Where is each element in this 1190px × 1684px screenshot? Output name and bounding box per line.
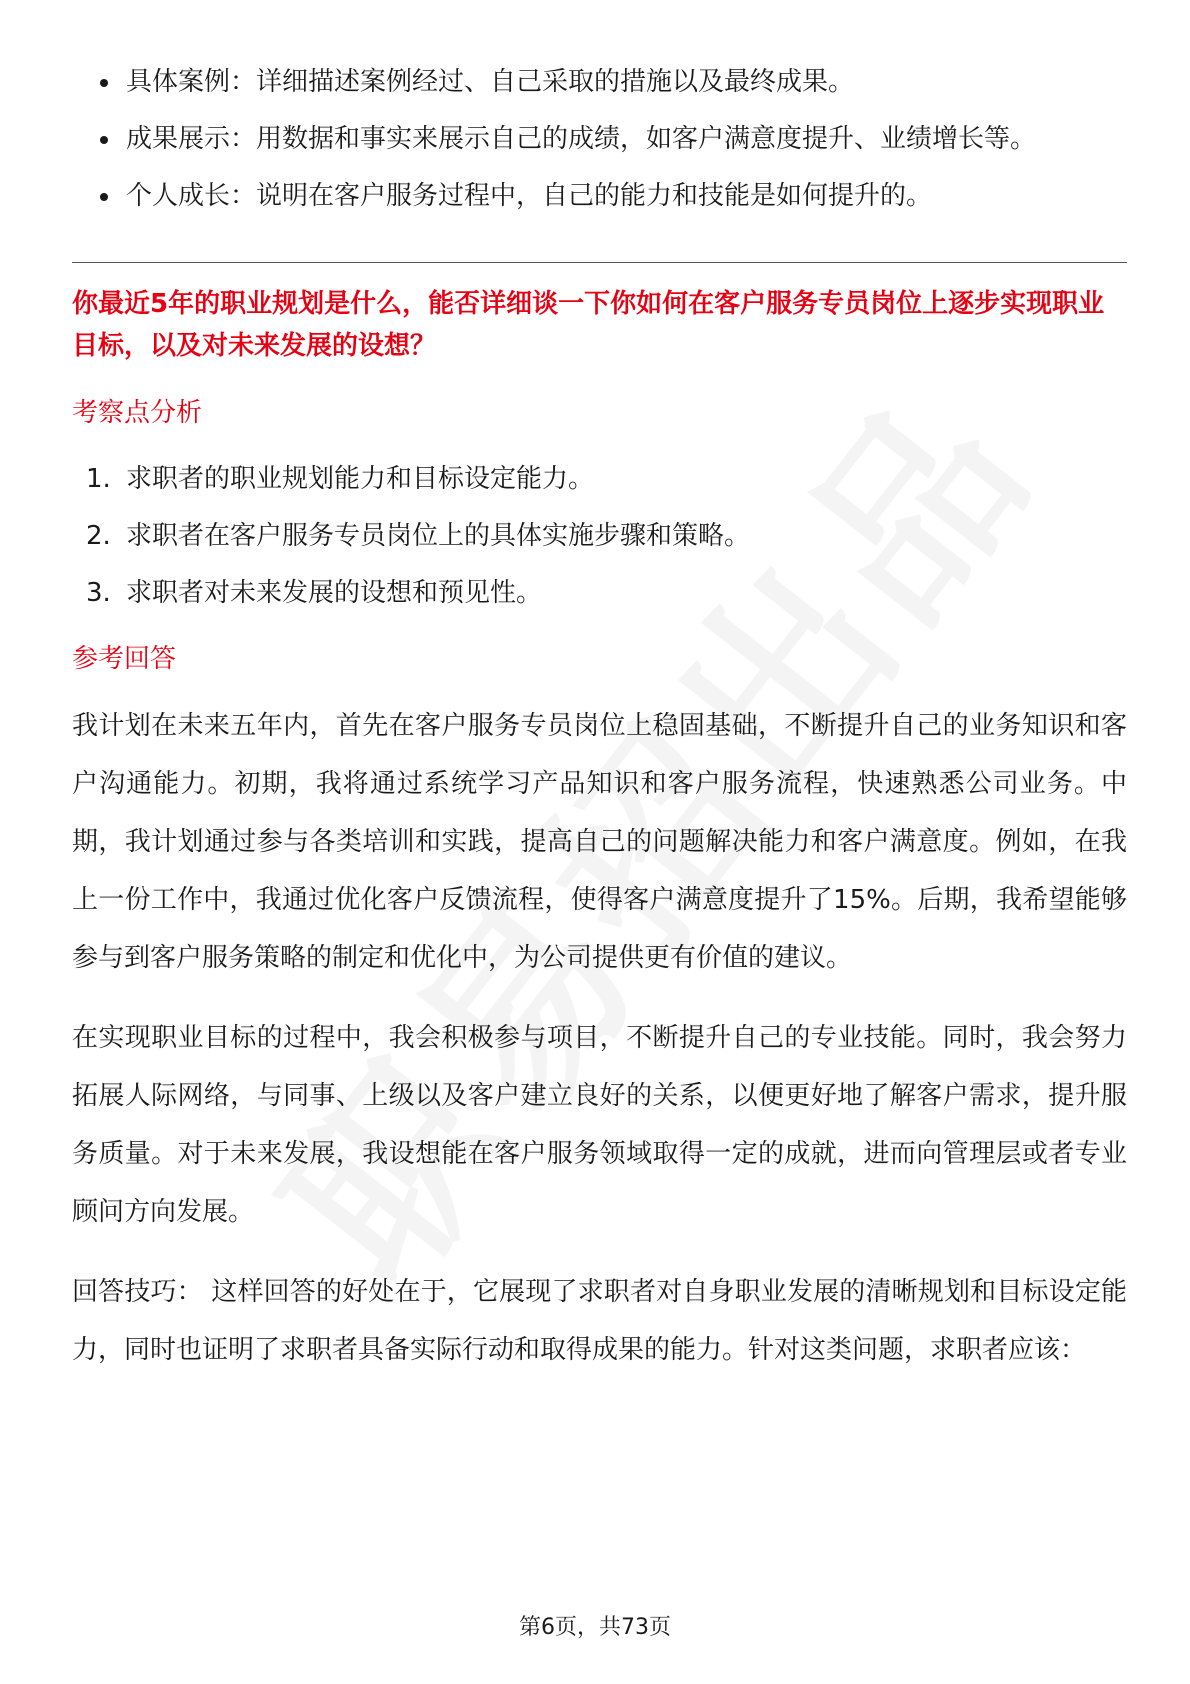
item-number: 2.: [86, 521, 111, 551]
page-content: [72, 58, 1127, 1379]
answer-tips-paragraph: 回答技巧： 这样回答的好处在于，它展现了求职者对自身职业发展的清晰规划和目标设定能力，同时也证明了求职者具备实际行动和取得成果的能力。针对这类问题，求职者应该：: [72, 1277, 1127, 1365]
item-number: 3.: [86, 578, 111, 608]
analysis-item: [72, 516, 1127, 556]
analysis-title: 考察点分析: [72, 398, 203, 428]
bullet-item: 个人成长：说明在客户服务过程中，自己的能力和技能是如何提升的。: [72, 172, 1127, 220]
analysis-item: [72, 459, 1127, 499]
question-heading: 你最近5年的职业规划是什么，能否详细谈一下你如何在客户服务专员岗位上逐步实现职业目标，以及对未来发展的设想？: [72, 289, 1105, 361]
analysis-item: [72, 573, 1127, 613]
page-number-footer: 第6页，共73页: [519, 1615, 671, 1640]
bullet-item: 具体案例：详细描述案例经过、自己采取的措施以及最终成果。: [72, 58, 1127, 106]
item-text: 求职者的职业规划能力和目标设定能力。: [126, 464, 595, 494]
section-divider: [72, 262, 1127, 263]
item-number: 1.: [86, 464, 111, 494]
answer-paragraph: 我计划在未来五年内，首先在客户服务专员岗位上稳固基础，不断提升自己的业务知识和客户沟通能力。初期，我将通过系统学习产品知识和客户服务流程，快速熟悉公司业务。中期，我计划通过参与各类培训和实践，提高自己的问题解决能力和客户满意度。例如，在我上一份工作中，我通过优化客户反馈流程，使得客户满意度提升了15%。后期，我希望能够参与到客户服务策略的制定和优化中，为公司提供更有价值的建议。: [72, 711, 1127, 973]
item-text: 求职者在客户服务专员岗位上的具体实施步骤和策略。: [126, 521, 751, 551]
bullet-list: [72, 58, 1127, 220]
answer-title: 参考回答: [72, 644, 177, 674]
answer-paragraph: 在实现职业目标的过程中，我会积极参与项目，不断提升自己的专业技能。同时，我会努力拓展人际网络，与同事、上级以及客户建立良好的关系，以便更好地了解客户需求，提升服务质量。对于未来发展，我设想能在客户服务领域取得一定的成就，进而向管理层或者专业顾问方向发展。: [72, 1023, 1127, 1227]
analysis-list: [72, 459, 1127, 613]
item-text: 求职者对未来发展的设想和预见性。: [126, 578, 543, 608]
bullet-item: 成果展示：用数据和事实来展示自己的成绩，如客户满意度提升、业绩增长等。: [72, 115, 1127, 163]
